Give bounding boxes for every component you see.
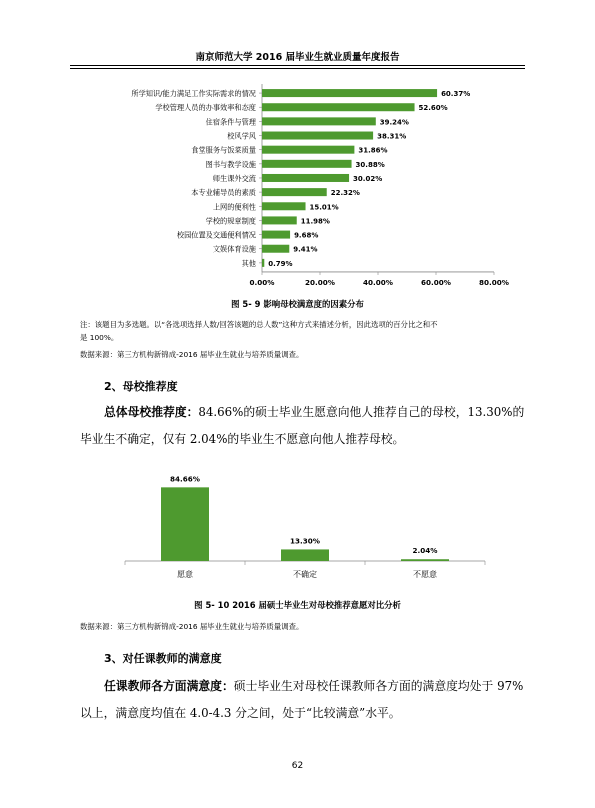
x-tick-label: 40.00% [363,277,393,287]
data-label: 38.31% [377,132,407,141]
category-label: 食堂服务与饭菜质量 [191,145,256,155]
data-label: 13.30% [290,536,320,546]
figure1-caption: 图 5- 9 影响母校满意度的因素分布 [231,299,364,309]
section2-heading: 2、母校推荐度 [104,380,178,393]
x-tick-label: 20.00% [305,277,335,287]
category-label: 不确定 [293,570,317,579]
category-label: 本专业辅导员的素质 [191,188,256,198]
bar [262,174,349,182]
bar [262,146,354,154]
data-label: 52.60% [418,104,448,113]
data-label: 39.24% [379,118,409,127]
section3-paragraph-line2: 以上，满意度均值在 4.0-4.3 分之间，处于“比较满意”水平。 [80,706,401,720]
page-header: 南京师范大学 2016 届毕业生就业质量年度报告 [195,52,400,63]
data-label: 11.98% [300,217,330,226]
section2-line1-text: 84.66%的硕士毕业生愿意向他人推荐自己的母校，13.30%的 [198,405,525,419]
page-number: 62 [291,761,304,771]
header-rule [70,65,525,66]
factor-bar-chart [0,80,595,295]
figure1-note-line2: 是 100%。 [80,333,119,342]
bar [161,487,209,561]
section3-line1-text: 硕士毕业生对母校任课教师各方面的满意度均处于 97% [233,679,524,693]
category-label: 师生课外交流 [212,173,256,183]
x-tick-label: 80.00% [479,277,509,287]
data-label: 84.66% [170,474,200,484]
data-label: 22.32% [330,189,360,198]
section2-bold-lead: 总体母校推荐度： [104,405,199,419]
bar [262,231,290,239]
category-label: 校园位置及交通便利情况 [176,230,256,240]
data-label: 30.02% [353,174,383,183]
figure2-caption: 图 5- 10 2016 届硕士毕业生对母校推荐意愿对比分析 [194,600,401,610]
bar [262,188,327,196]
bar [262,132,373,140]
section2-paragraph-line2: 毕业生不确定，仅有 2.04%的毕业生不愿意向他人推荐母校。 [80,432,405,446]
category-label: 校风学风 [227,131,256,141]
header-rule-thin [70,68,525,69]
data-label: 9.68% [294,231,319,240]
bar [262,216,297,224]
data-label: 60.37% [441,90,471,99]
category-label: 学校管理人员的办事效率和态度 [155,103,256,113]
category-label: 图书与教学设施 [205,159,256,169]
category-label: 学校的规章制度 [205,216,256,226]
bar [281,549,329,561]
data-label: 31.86% [358,146,388,155]
bar [262,103,415,111]
bar [262,245,289,253]
figure1-source: 数据来源：第三方机构新锦成-2016 届毕业生就业与培养质量调查。 [80,350,304,359]
bar [262,202,306,210]
bar [262,160,352,168]
figure2-source: 数据来源：第三方机构新锦成-2016 届毕业生就业与培养质量调查。 [80,622,304,631]
category-label: 其他 [241,258,256,268]
category-label: 不愿意 [413,570,437,579]
category-label: 所学知识/能力满足工作实际需求的情况 [131,89,256,99]
x-tick-label: 60.00% [421,277,451,287]
section2-paragraph-line1 [80,399,530,426]
category-label: 文娱体育设施 [212,244,256,254]
category-label: 愿意 [177,570,193,579]
section3-paragraph-line1 [80,673,530,700]
section3-heading: 3、对任课教师的满意度 [104,652,222,665]
data-label: 2.04% [412,546,438,556]
bar [262,89,437,97]
bar [401,559,449,561]
data-label: 0.79% [268,259,293,268]
data-label: 30.88% [355,160,385,169]
data-label: 15.01% [309,203,339,212]
bar [262,117,376,125]
category-label: 上网的便利性 [212,202,256,212]
recommend-bar-chart [0,460,595,595]
section3-bold-lead: 任课教师各方面满意度： [104,679,234,693]
data-label: 9.41% [293,245,318,254]
category-label: 住宿条件与管理 [205,117,256,127]
bar [262,259,264,267]
figure1-note-line1: 注：该题目为多选题。以“各选项选择人数/回答该题的总人数”这种方式来描述分析，因此选项的百分比之和不 [80,320,438,329]
x-tick-label: 0.00% [249,277,275,287]
